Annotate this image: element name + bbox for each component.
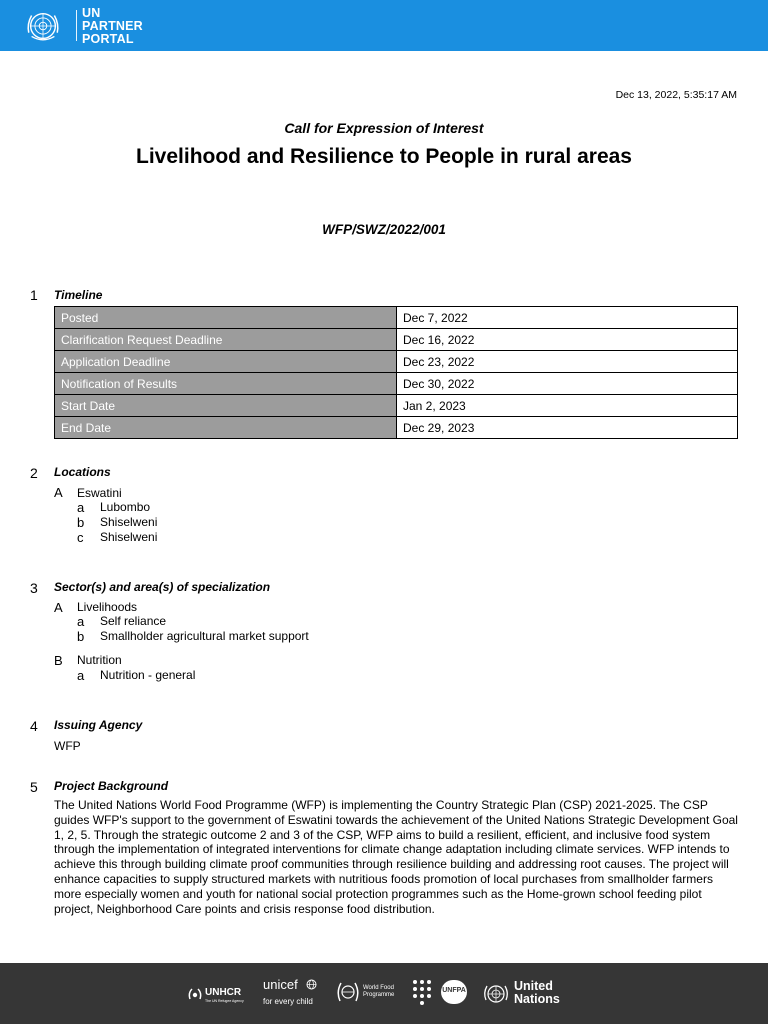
united-nations-logo[interactable] bbox=[482, 979, 566, 1009]
section-title-background: Project Background bbox=[54, 779, 169, 793]
un-emblem-icon[interactable] bbox=[24, 7, 62, 45]
list-item: Nutrition - general bbox=[100, 668, 196, 682]
section-number-background: 5 bbox=[30, 779, 38, 795]
un-line-1: United bbox=[514, 979, 553, 993]
timeline-label: Application Deadline bbox=[55, 351, 397, 373]
table-row bbox=[55, 351, 738, 373]
footer-bar bbox=[0, 963, 768, 1024]
un-line-2: Nations bbox=[514, 992, 560, 1006]
unfpa-name: UNFPA bbox=[442, 987, 466, 994]
portal-wordmark[interactable] bbox=[82, 7, 143, 46]
list-item: Self reliance bbox=[100, 614, 167, 628]
unicef-tagline: for every child bbox=[263, 997, 313, 1006]
wfp-emblem-icon bbox=[336, 979, 360, 1005]
timeline-label: Clarification Request Deadline bbox=[55, 329, 397, 351]
list-letter: A bbox=[54, 485, 63, 500]
wfp-line-2: Programme bbox=[363, 992, 395, 998]
table-row bbox=[55, 307, 738, 329]
list-item: Shiselweni bbox=[100, 530, 158, 544]
list-item: Smallholder agricultural market support bbox=[100, 629, 309, 643]
section-number-timeline: 1 bbox=[30, 287, 38, 303]
list-letter: a bbox=[77, 614, 85, 629]
portal-line-1: UN bbox=[82, 6, 101, 20]
logo-divider bbox=[76, 10, 77, 41]
location-country: Eswatini bbox=[77, 486, 122, 500]
unhcr-name: UNHCR bbox=[205, 987, 242, 998]
list-letter: b bbox=[77, 515, 85, 530]
unhcr-logo[interactable] bbox=[188, 985, 252, 1005]
sector-name: Nutrition bbox=[77, 653, 122, 667]
list-letter: b bbox=[77, 629, 85, 644]
timeline-label: Start Date bbox=[55, 395, 397, 417]
unhcr-emblem-icon bbox=[188, 987, 202, 1001]
timeline-value: Dec 16, 2022 bbox=[397, 329, 738, 351]
un-emblem-icon bbox=[482, 980, 510, 1008]
unicef-name: unicef bbox=[263, 977, 298, 992]
timeline-value: Dec 30, 2022 bbox=[397, 373, 738, 395]
print-timestamp: Dec 13, 2022, 5:35:17 AM bbox=[615, 89, 737, 101]
unfpa-dots-icon bbox=[412, 979, 440, 1005]
unfpa-logo[interactable] bbox=[412, 979, 470, 1007]
section-title-sectors: Sector(s) and area(s) of specialization bbox=[54, 580, 271, 594]
table-row bbox=[55, 329, 738, 351]
list-letter: a bbox=[77, 500, 85, 515]
list-letter: B bbox=[54, 653, 63, 668]
unhcr-tagline: The UN Refugee Agency bbox=[205, 999, 244, 1003]
table-row bbox=[55, 417, 738, 439]
unicef-globe-icon bbox=[306, 979, 317, 990]
timeline-value: Dec 29, 2023 bbox=[397, 417, 738, 439]
list-letter: c bbox=[77, 530, 84, 545]
sector-name: Livelihoods bbox=[77, 600, 138, 614]
timeline-label: Notification of Results bbox=[55, 373, 397, 395]
list-item: Lubombo bbox=[100, 500, 151, 514]
timeline-table bbox=[54, 306, 738, 439]
unicef-logo[interactable] bbox=[263, 977, 325, 1011]
section-number-locations: 2 bbox=[30, 465, 38, 481]
list-letter: a bbox=[77, 668, 85, 683]
timeline-value: Jan 2, 2023 bbox=[397, 395, 738, 417]
section-title-agency: Issuing Agency bbox=[54, 718, 143, 732]
section-number-agency: 4 bbox=[30, 718, 38, 734]
list-item: Shiselweni bbox=[100, 515, 158, 529]
table-row bbox=[55, 373, 738, 395]
wfp-line-1: World Food bbox=[363, 985, 394, 991]
section-title-timeline: Timeline bbox=[54, 288, 103, 302]
portal-line-2: PARTNER bbox=[82, 19, 143, 33]
portal-line-3: PORTAL bbox=[82, 32, 134, 46]
list-letter: A bbox=[54, 600, 63, 615]
wfp-logo[interactable] bbox=[336, 979, 398, 1007]
issuing-agency-value: WFP bbox=[54, 739, 81, 753]
timeline-value: Dec 23, 2022 bbox=[397, 351, 738, 373]
reference-number: WFP/SWZ/2022/001 bbox=[322, 222, 446, 237]
section-number-sectors: 3 bbox=[30, 580, 38, 596]
table-row bbox=[55, 395, 738, 417]
timeline-label: Posted bbox=[55, 307, 397, 329]
section-title-locations: Locations bbox=[54, 465, 111, 479]
document-kicker: Call for Expression of Interest bbox=[284, 120, 484, 136]
page-title: Livelihood and Resilience to People in rural areas bbox=[136, 145, 632, 168]
timeline-value: Dec 7, 2022 bbox=[397, 307, 738, 329]
project-background-text: The United Nations World Food Programme (WFP) is implementing the Country Strategic Plan (CSP) 2021-2025. The CSP guides WFP's support to the government of Eswatini towards the achievement of the United Nations Strategic Development Goal 1, 2, 5. Through the strategic outcome 2 and 3 of the CSP, WFP aims to build a resilient, efficient, and inclusive food system through the implementation of integrated interventions for climate change adaptation including climate services. WFP intends to achieve this through building climate proof communities through resilience building and addressing root causes. The project will enhance capacities to supply structured markets with nutritious foods promotion of local purchases from smallholder farmers more especially women and youth for national social protection programmes such as the Home-grown school feeding pilot project, Neighborhood Care points and crisis response food distribution. bbox=[54, 798, 738, 916]
top-header-bar bbox=[0, 0, 768, 51]
timeline-label: End Date bbox=[55, 417, 397, 439]
